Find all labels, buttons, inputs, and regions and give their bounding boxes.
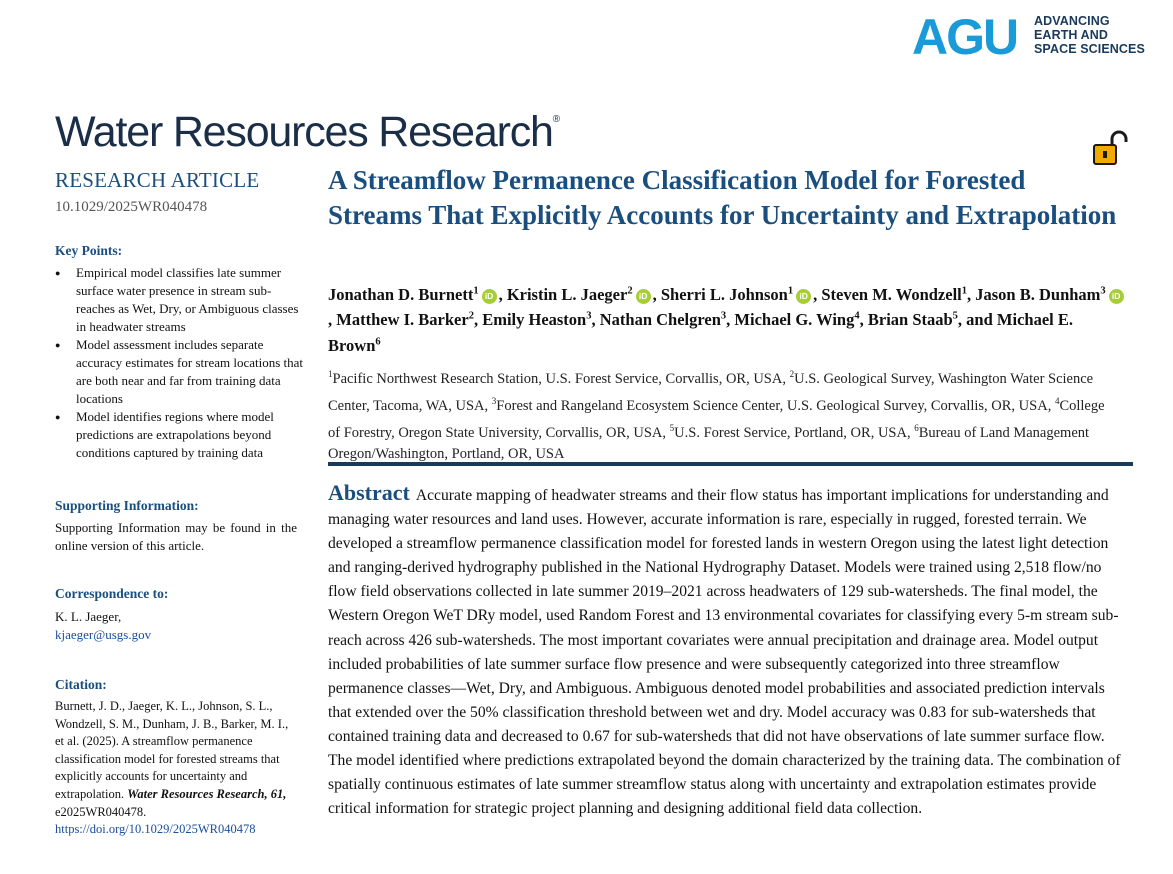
author-separator: , <box>652 284 661 304</box>
citation-id: e2025WR040478. <box>55 804 147 819</box>
citation-heading: Citation: <box>55 677 107 692</box>
article-type: RESEARCH ARTICLE <box>55 168 260 192</box>
abstract-text: Accurate mapping of headwater streams and their flow status has important implications for understanding and managing water resources and land uses. However, accurate information is rare, especially in rugged, forested terrain. We developed a streamflow permanence classification model for forested lands in western Oregon using the latest light detection and ranging-derived hydrography published in the National Hydrography Dataset. Models were trained using 2,518 flow/no flow field observations collected in late summer 2019–2021 across headwaters of 129 sub-watersheds. The final model, the Western Oregon WeT DRy model, used Random Forest and 13 environmental covariates for classifying every 5-m stream sub-reach across 426 sub-watersheds. The most important covariates were annual precipitation and drainage area. Model output included probabilities of late summer surface flow presence and were subsequently categorized into three streamflow permanence classes—Wet, Dry, and Ambiguous. Ambiguous denoted model probabilities and associated prediction intervals that extended over the 50% classification threshold between wet and dry. Model accuracy was 0.83 for sub-watersheds that contained training data and decreased to 0.67 for sub-watersheds that did not have observations of late summer surface flow. The model identified where predictions extrapolated beyond the domain characterized by the training data. The combination of spatially continuous estimates of late summer streamflow status along with uncertainty and extrapolation estimates provide critical information for strategic project planning and designing additional field data collection. <box>328 487 1121 818</box>
author <box>661 285 822 304</box>
author <box>336 310 482 329</box>
author-affiliation-number: 1 <box>473 285 479 296</box>
tagline-line: ADVANCING <box>1034 14 1110 28</box>
agu-logo[interactable] <box>912 12 1145 64</box>
article-doi[interactable]: 10.1029/2025WR040478 <box>55 199 208 215</box>
abstract <box>328 481 1128 821</box>
key-points-list <box>55 264 305 462</box>
author-separator: , <box>328 310 337 329</box>
article-title: A Streamflow Permanence Classification Model for Forested Streams That Explicitly Accounts for Uncertainty and Extrapolation <box>328 165 1117 230</box>
agu-logo-text: AGU <box>912 12 1018 64</box>
author-name: Michael G. Wing <box>734 310 855 329</box>
author <box>600 310 735 329</box>
author-affiliation-number: 4 <box>854 310 860 322</box>
author-affiliation-number: 5 <box>952 310 958 322</box>
author-list <box>328 280 1128 357</box>
citation-journal: Water Resources Research, 61, <box>127 786 287 801</box>
correspondence-name: K. L. Jaeger, <box>55 609 122 624</box>
author-name: Kristin L. Jaeger <box>506 284 628 304</box>
author-affiliation-number: 2 <box>468 310 474 322</box>
affiliation-text: U.S. Forest Service, Portland, OR, USA, <box>674 424 915 441</box>
author-separator: , <box>473 310 483 329</box>
citation-doi-link[interactable]: https://doi.org/10.1029/2025WR040478 <box>55 822 256 837</box>
affiliation-text: Pacific Northwest Research Station, U.S. Forest Service, Corvallis, OR, USA, <box>332 370 790 387</box>
open-access-lock-icon <box>1092 130 1134 166</box>
author-name: Sherri L. Johnson <box>660 284 788 304</box>
author-name: Steven M. Wondzell <box>821 284 962 304</box>
affiliation-number: 1 <box>328 369 333 379</box>
registered-mark: ® <box>552 114 561 125</box>
author-name: Michael E. Brown <box>328 310 1073 355</box>
author-affiliation-number: 1 <box>787 285 794 296</box>
orcid-icon[interactable]: iD <box>796 289 811 304</box>
key-point: ● Model assessment includes separate accuracy estimates for stream locations that are both near and far from training data locations <box>55 336 305 408</box>
author-affiliation-number: 1 <box>961 285 967 296</box>
author-name: Emily Heaston <box>482 310 587 329</box>
correspondence-email-link[interactable]: kjaeger@usgs.gov <box>55 627 152 642</box>
author-affiliation-number: 3 <box>586 310 592 322</box>
supporting-info-heading: Supporting Information: <box>55 498 199 513</box>
tagline-line: SPACE SCIENCES <box>1034 42 1145 56</box>
author-affiliation-number: 2 <box>627 285 633 296</box>
affiliation-number: 5 <box>669 422 675 433</box>
journal-name: Water Resources Research <box>55 108 553 156</box>
citation-body: Burnett, J. D., Jaeger, K. L., Johnson, S. L., Wondzell, S. M., Dunham, J. B., Barker, M. I., et al. (2025). A streamflow permanence classification model for forested streams that explicitly accounts for uncertainty and extrapolation. <box>55 699 289 801</box>
author-name: Matthew I. Barker <box>336 310 469 329</box>
correspondence-heading: Correspondence to: <box>55 586 169 601</box>
key-point: ● Empirical model classifies late summer surface water presence in stream sub-reaches as Wet, Dry, or Ambiguous classes in headwater streams <box>55 264 305 336</box>
author <box>482 310 600 329</box>
author-separator: , <box>591 310 600 329</box>
affiliation-text: U.S. Geological Survey, Washington Water Science Center, Tacoma, WA, USA, <box>328 370 1094 414</box>
key-point: ● Model identifies regions where model predictions are extrapolations beyond conditions captured by training data <box>55 408 305 462</box>
affiliation-number: 3 <box>491 395 497 406</box>
author-name: Brian Staab <box>867 310 953 329</box>
author-separator: , and <box>957 310 997 329</box>
agu-logo-mark <box>912 12 1032 64</box>
key-points-heading: Key Points: <box>55 243 123 258</box>
author-separator: , <box>726 310 735 329</box>
affiliation-text: Bureau of Land Management Oregon/Washington, Portland, OR, USA <box>328 424 1090 463</box>
author-name: Jason B. Dunham <box>975 284 1101 304</box>
author-name: Nathan Chelgren <box>599 310 721 329</box>
affiliation-number: 2 <box>789 369 795 379</box>
affiliation-text: College of Forestry, Oregon State University, Corvallis, OR, USA, <box>328 397 1105 441</box>
author <box>868 310 997 329</box>
author-affiliation-number: 6 <box>375 336 381 347</box>
agu-logo-tagline <box>1034 14 1145 56</box>
supporting-info-text: Supporting Information may be found in the online version of this article. <box>55 520 297 553</box>
author-affiliation-number: 3 <box>720 310 727 322</box>
affiliations <box>328 363 1118 465</box>
author-separator: , <box>813 284 822 304</box>
citation-text <box>55 698 295 839</box>
author-name: Jonathan D. Burnett <box>328 284 474 304</box>
section-divider <box>328 462 1133 466</box>
orcid-icon[interactable]: iD <box>482 289 497 304</box>
abstract-heading: Abstract <box>328 480 410 505</box>
affiliation-text: Forest and Rangeland Ecosystem Science Center, U.S. Geological Survey, Corvallis, OR, USA, <box>496 397 1055 414</box>
affiliation-number: 6 <box>914 422 919 433</box>
author-separator: , <box>967 284 976 304</box>
author-separator: , <box>859 310 868 329</box>
orcid-icon[interactable]: iD <box>1109 289 1124 304</box>
author <box>328 285 507 304</box>
orcid-icon[interactable]: iD <box>636 289 651 304</box>
author-affiliation-number: 3 <box>1100 285 1106 296</box>
journal-title[interactable] <box>55 108 560 157</box>
author-separator: , <box>498 284 507 304</box>
author <box>734 310 867 329</box>
author <box>507 285 661 304</box>
tagline-line: EARTH AND <box>1034 28 1109 42</box>
affiliation-number: 4 <box>1054 395 1060 406</box>
author <box>821 285 975 304</box>
